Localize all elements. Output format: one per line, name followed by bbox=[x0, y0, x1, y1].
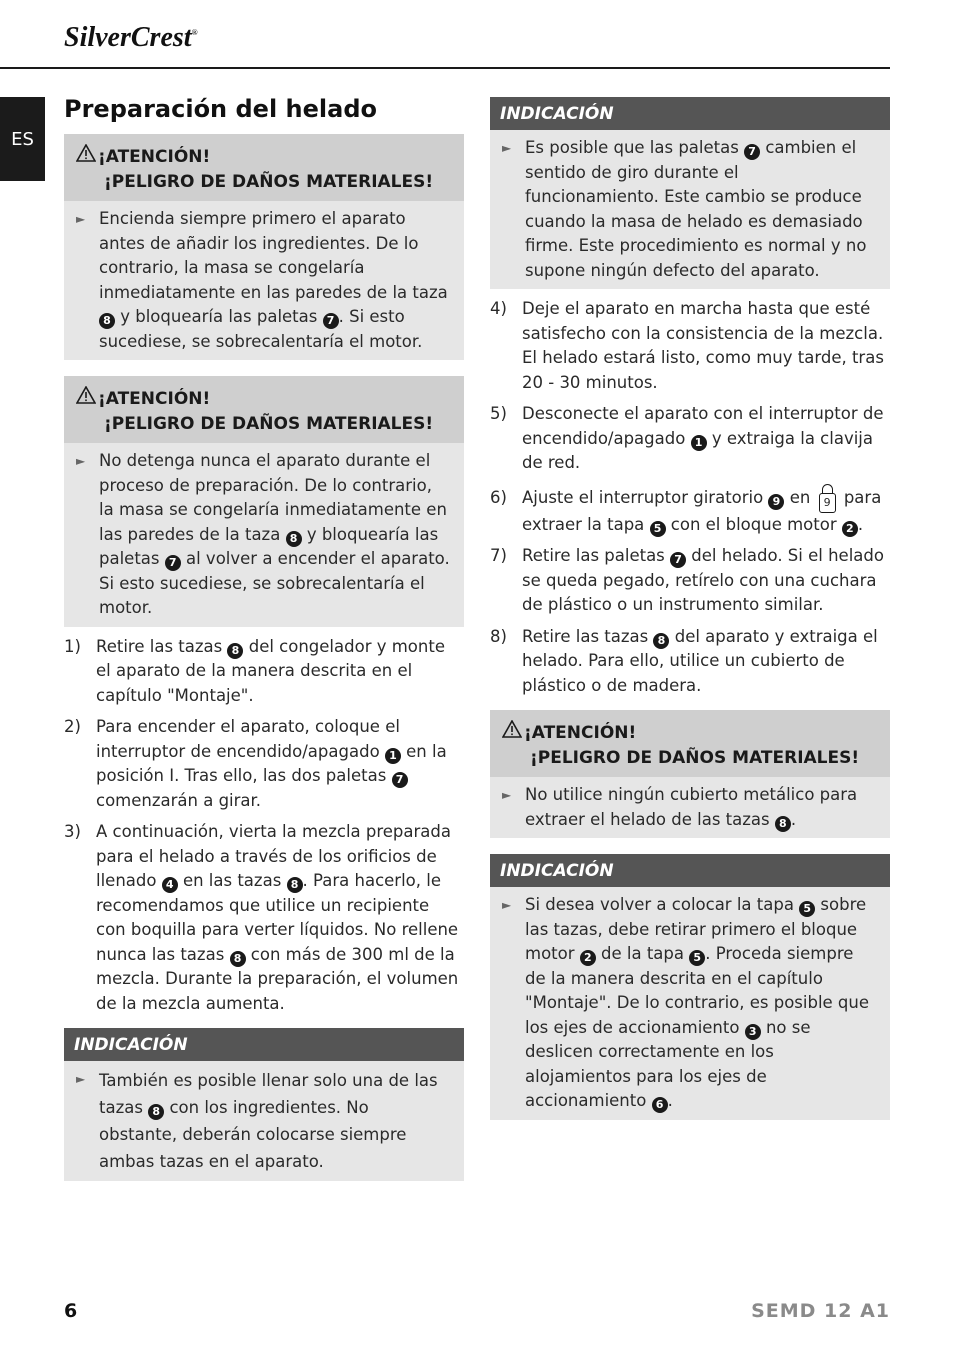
lock-dial-icon: 9 bbox=[819, 493, 836, 513]
bullet-arrow-icon: ► bbox=[502, 141, 512, 155]
step-item: 7) Retire las paletas 7 del helado. Si el helado se queda pegado, retírelo con una cuchara de plástico o un instrumento similar. bbox=[490, 546, 884, 614]
step-item: 3) A continuación, vierta la mezcla preparada para el helado a través de los orificios de llenado 4 en las tazas 8 . Para hacerlo, le recomendamos que utilice un recipiente con boquilla para verter líquidos. No rellene nunca las tazas 8 con más de 300 ml de la mezcla. Durante la preparación, el volumen de la mezcla aumenta. bbox=[64, 822, 459, 1013]
step-item: 8) Retire las tazas 8 del aparato y extraiga el helado. Para ello, utilice un cubierto de plástico o de madera. bbox=[490, 626, 878, 695]
warning-triangle-icon bbox=[76, 144, 98, 170]
model-number: SEMD 12 A1 bbox=[751, 1300, 890, 1322]
step-item: 6) Ajuste el interruptor giratorio 9 en 9 para extraer la tapa 5 con el bloque motor 2 . bbox=[490, 487, 882, 535]
step-item: 5) Desconecte el aparato con el interruptor de encendido/apagado 1 y extraiga la clavija de red. bbox=[490, 404, 884, 472]
note-box bbox=[490, 97, 890, 289]
right-column bbox=[490, 97, 890, 1136]
warning-header: ¡ATENCIÓN! ¡PELIGRO DE DAÑOS MATERIALES! bbox=[64, 134, 464, 201]
warning-triangle-icon bbox=[502, 720, 524, 746]
page-number: 6 bbox=[64, 1300, 78, 1322]
note-box bbox=[490, 854, 890, 1120]
section-title: Preparación del helado bbox=[64, 95, 377, 123]
note-header: INDICACIÓN bbox=[490, 854, 890, 887]
warning-header: ¡ATENCIÓN! ¡PELIGRO DE DAÑOS MATERIALES! bbox=[490, 710, 890, 777]
note-header: INDICACIÓN bbox=[490, 97, 890, 130]
list-item: ► Es posible que las paletas 7 cambien el sentido de giro durante el funcionamiento. Este cambio se produce cuando la masa de helado es demasiado firme. Este procedimiento es normal y no supone ningún defecto del aparato. bbox=[502, 136, 876, 283]
warning-box bbox=[64, 134, 464, 360]
steps-list bbox=[490, 297, 890, 698]
bullet-arrow-icon: ► bbox=[76, 1072, 86, 1086]
warning-box bbox=[64, 376, 464, 627]
warning-header: ¡ATENCIÓN! ¡PELIGRO DE DAÑOS MATERIALES! bbox=[64, 376, 464, 443]
list-item: ► Encienda siempre primero el aparato antes de añadir los ingredientes. De lo contrario, la masa se congelaría inmediatamente en las paredes de la taza 8 y bloquearía las paletas 7 . Si esto sucediese, se sobrecalentaría el motor. bbox=[76, 207, 450, 354]
note-box bbox=[64, 1028, 464, 1181]
step-item: 1) Retire las tazas 8 del congelador y monte el aparato de la manera descrita en el capítulo "Montaje". bbox=[64, 636, 445, 705]
steps-list bbox=[64, 635, 464, 1017]
language-tab: ES bbox=[0, 97, 45, 181]
bullet-arrow-icon: ► bbox=[76, 454, 86, 468]
step-item: 2) Para encender el aparato, coloque el interruptor de encendido/apagado 1 en la posición I. Tras ello, las dos paletas 7 comenzarán a girar. bbox=[64, 717, 447, 810]
step-item: 4) Deje el aparato en marcha hasta que esté satisfecho con la consistencia de la mezcla. El helado estará listo, como muy tarde, tras 20 - 30 minutos. bbox=[490, 299, 884, 392]
left-column bbox=[64, 94, 464, 1197]
warning-triangle-icon bbox=[76, 386, 98, 412]
brand-logo: SilverCrest® bbox=[64, 22, 198, 53]
warning-box bbox=[490, 710, 890, 838]
list-item: ► No detenga nunca el aparato durante el proceso de preparación. De lo contrario, la masa se congelaría inmediatamente en las paredes de la taza 8 y bloquearía las paletas 7 al volver a encender el aparato. Si esto sucediese, se sobrecalentaría el motor. bbox=[76, 449, 450, 621]
header-divider bbox=[0, 67, 890, 69]
list-item: ► No utilice ningún cubierto metálico para extraer el helado de las tazas 8 . bbox=[502, 783, 876, 832]
note-header: INDICACIÓN bbox=[64, 1028, 464, 1061]
list-item: ► También es posible llenar solo una de las tazas 8 con los ingredientes. No obstante, deberán colocarse siempre ambas tazas en el aparato. bbox=[76, 1067, 450, 1175]
bullet-arrow-icon: ► bbox=[76, 212, 86, 226]
list-item: ► Si desea volver a colocar la tapa 5 sobre las tazas, debe retirar primero el bloque motor 2 de la tapa 5 . Proceda siempre de la manera descrita en el capítulo "Montaje". De lo contrario, es posible que los ejes de accionamiento 3 no se deslicen correctamente en los alojamientos para los ejes de accionamiento 6 . bbox=[502, 893, 876, 1114]
bullet-arrow-icon: ► bbox=[502, 898, 512, 912]
bullet-arrow-icon: ► bbox=[502, 788, 512, 802]
